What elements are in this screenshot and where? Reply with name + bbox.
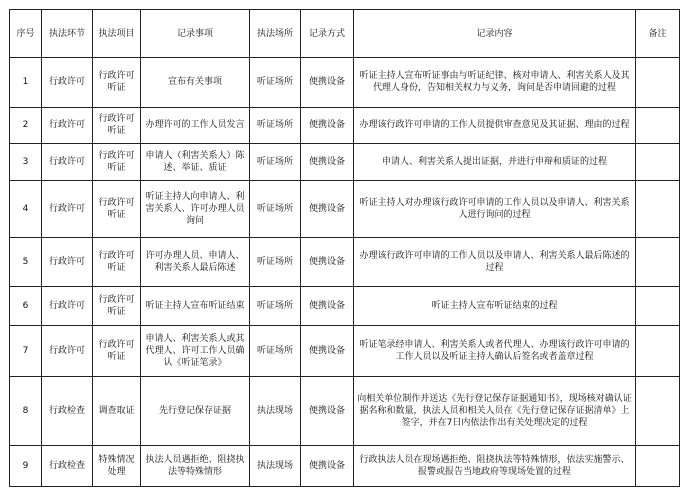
cell-stage: 行政许可 xyxy=(42,180,93,237)
cell-no: 8 xyxy=(10,377,42,445)
cell-place: 听证场所 xyxy=(250,58,301,108)
cell-item: 行政许可听证 xyxy=(93,143,141,180)
cell-item: 行政许可听证 xyxy=(93,287,141,325)
cell-item: 行政许可听证 xyxy=(93,180,141,237)
table-row xyxy=(10,237,680,287)
cell-matter: 听证主持人向申请人、利害关系人、许可办理人员询问 xyxy=(141,180,250,237)
cell-no: 5 xyxy=(10,237,42,287)
cell-method: 便携设备 xyxy=(301,325,354,377)
cell-matter: 办理许可的工作人员发言 xyxy=(141,107,250,143)
cell-no: 9 xyxy=(10,445,42,486)
cell-place: 听证场所 xyxy=(250,287,301,325)
cell-remark xyxy=(636,58,680,108)
header-matter: 记录事项 xyxy=(141,10,250,58)
cell-method: 便携设备 xyxy=(301,287,354,325)
cell-content: 听证笔录经申请人、利害关系人或者代理人、办理该行政许可申请的工作人员以及听证主持人确认后签名或者盖章过程 xyxy=(354,325,636,377)
cell-matter: 宣布有关事项 xyxy=(141,58,250,108)
cell-stage: 行政检查 xyxy=(42,377,93,445)
cell-content: 听证主持人宣布听证结束的过程 xyxy=(354,287,636,325)
cell-remark xyxy=(636,237,680,287)
cell-content: 办理该行政许可申请的工作人员提供审查意见及其证据、理由的过程 xyxy=(354,107,636,143)
cell-method: 便携设备 xyxy=(301,180,354,237)
table-row xyxy=(10,287,680,325)
cell-place: 听证场所 xyxy=(250,143,301,180)
table-row xyxy=(10,325,680,377)
cell-item: 行政许可听证 xyxy=(93,107,141,143)
cell-content: 申请人、利害关系人提出证据，并进行申辩和质证的过程 xyxy=(354,143,636,180)
cell-place: 听证场所 xyxy=(250,237,301,287)
cell-no: 2 xyxy=(10,107,42,143)
cell-no: 1 xyxy=(10,58,42,108)
table-row xyxy=(10,377,680,445)
header-method: 记录方式 xyxy=(301,10,354,58)
header-place: 执法场所 xyxy=(250,10,301,58)
cell-stage: 行政许可 xyxy=(42,143,93,180)
cell-content: 向相关单位制作并送达《先行登记保存证据通知书》，现场核对确认证据名称和数量，执法人员和相关人员在《先行登记保存证据清单》上签字，并在7日内依法作出有关处理决定的过程 xyxy=(354,377,636,445)
cell-place: 听证场所 xyxy=(250,180,301,237)
cell-matter: 听证主持人宣布听证结束 xyxy=(141,287,250,325)
cell-no: 3 xyxy=(10,143,42,180)
cell-method: 便携设备 xyxy=(301,58,354,108)
records-table xyxy=(9,9,680,487)
cell-method: 便携设备 xyxy=(301,107,354,143)
cell-remark xyxy=(636,107,680,143)
header-content: 记录内容 xyxy=(354,10,636,58)
cell-stage: 行政许可 xyxy=(42,107,93,143)
cell-matter xyxy=(141,143,250,180)
cell-stage: 行政许可 xyxy=(42,287,93,325)
cell-no: 4 xyxy=(10,180,42,237)
cell-item: 调查取证 xyxy=(93,377,141,445)
header-item: 执法项目 xyxy=(93,10,141,58)
cell-place: 执法现场 xyxy=(250,445,301,486)
table-row xyxy=(10,58,680,108)
cell-item: 行政许可听证 xyxy=(93,58,141,108)
cell-matter-text: 申请人（利害关系人）陈述、举证、质证 xyxy=(145,150,245,173)
cell-method: 便携设备 xyxy=(301,237,354,287)
cell-content: 听证主持人对办理该行政许可申请的工作人员以及申请人、利害关系人进行询问的过程 xyxy=(354,180,636,237)
cell-place: 听证场所 xyxy=(250,107,301,143)
cell-remark xyxy=(636,325,680,377)
cell-content: 办理该行政许可申请的工作人员以及申请人、利害关系人最后陈述的过程 xyxy=(354,237,636,287)
cell-matter-text: 申请人、利害关系人或其代理人、许可工作人员确认《听证笔录》 xyxy=(145,334,245,368)
table-row xyxy=(10,107,680,143)
cell-matter: 执法人员遇拒绝、阻挠执法等特殊情形 xyxy=(141,445,250,486)
cell-item: 特殊情况处理 xyxy=(93,445,141,486)
cell-remark xyxy=(636,143,680,180)
cell-remark xyxy=(636,445,680,486)
cell-method: 便携设备 xyxy=(301,143,354,180)
table-row xyxy=(10,445,680,486)
header-row xyxy=(10,10,680,58)
cell-no: 6 xyxy=(10,287,42,325)
cell-remark xyxy=(636,287,680,325)
cell-method: 便携设备 xyxy=(301,377,354,445)
cell-stage: 行政许可 xyxy=(42,237,93,287)
cell-method: 便携设备 xyxy=(301,445,354,486)
cell-content: 听证主持人宣布听证事由与听证纪律、核对申请人、利害关系人及其代理人身份，告知相关权力与义务，询问是否申请回避的过程 xyxy=(354,58,636,108)
cell-place: 听证场所 xyxy=(250,325,301,377)
cell-stage: 行政检查 xyxy=(42,445,93,486)
cell-place: 执法现场 xyxy=(250,377,301,445)
cell-remark xyxy=(636,377,680,445)
table-row xyxy=(10,143,680,180)
cell-matter xyxy=(141,325,250,377)
cell-no: 7 xyxy=(10,325,42,377)
cell-stage: 行政许可 xyxy=(42,58,93,108)
header-remark: 备注 xyxy=(636,10,680,58)
header-stage: 执法环节 xyxy=(42,10,93,58)
header-no: 序号 xyxy=(10,10,42,58)
cell-item: 行政许可听证 xyxy=(93,237,141,287)
cell-item: 行政许可听证 xyxy=(93,325,141,377)
cell-matter: 先行登记保存证据 xyxy=(141,377,250,445)
cell-remark xyxy=(636,180,680,237)
cell-content: 行政执法人员在现场遇拒绝、阻挠执法等特殊情形，依法实施警示、报警或报告当地政府等现场处置的过程 xyxy=(354,445,636,486)
table-row xyxy=(10,180,680,237)
cell-stage: 行政许可 xyxy=(42,325,93,377)
cell-matter: 许可办理人员、申请人、利害关系人最后陈述 xyxy=(141,237,250,287)
